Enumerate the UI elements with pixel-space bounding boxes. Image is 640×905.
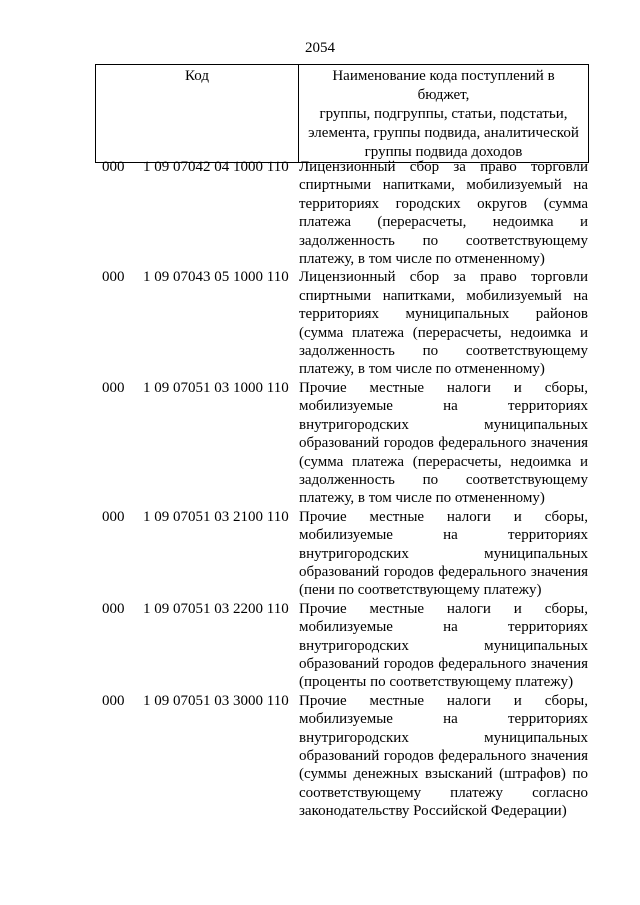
revenue-description	[299, 692, 588, 821]
revenue-code: 1 09 07051 03 2200 110	[143, 600, 289, 617]
description-line: соответствующему платежу согласно	[299, 784, 588, 801]
admin-code: 000	[102, 600, 125, 617]
revenue-code-row	[0, 600, 640, 692]
description-line: образований городов федерального значения	[299, 435, 588, 452]
description-line: платежу, в том числе по отмененному)	[299, 251, 545, 268]
header-name-line: группы, подгруппы, статьи, подстатьи,	[319, 106, 568, 122]
description-line: образований городов федерального значения	[299, 655, 588, 672]
description-line: мобилизуемые на территориях	[299, 527, 588, 544]
admin-code: 000	[102, 508, 125, 525]
page-number: 2054	[305, 40, 335, 56]
revenue-code-row	[0, 158, 640, 268]
description-line: спиртными напитками, мобилизуемый на	[299, 287, 588, 304]
revenue-description	[299, 379, 588, 508]
revenue-code: 1 09 07051 03 1000 110	[143, 379, 289, 396]
description-line: территориях муниципальных районов	[299, 306, 588, 323]
revenue-code: 1 09 07051 03 3000 110	[143, 692, 289, 709]
revenue-code-list	[0, 158, 640, 821]
revenue-code-row	[0, 268, 640, 378]
description-line: спиртными напитками, мобилизуемый на	[299, 177, 588, 194]
description-line: мобилизуемые на территориях	[299, 398, 588, 415]
header-name-cell	[299, 65, 589, 163]
revenue-description	[299, 158, 588, 268]
description-line: (сумма платежа (перерасчеты, недоимка и	[299, 324, 588, 341]
description-line: внутригородских муниципальных	[299, 637, 588, 654]
description-line: образований городов федерального значения	[299, 563, 588, 580]
header-name-line: группы подвида доходов	[364, 144, 523, 160]
description-line: территориях городских округов (сумма	[299, 195, 588, 212]
description-line: платежу, в том числе по отмененному)	[299, 361, 545, 378]
description-line: задолженность по соответствующему	[299, 232, 588, 249]
revenue-code-row	[0, 379, 640, 508]
description-line: Прочие местные налоги и сборы,	[299, 508, 588, 525]
table-header	[95, 64, 589, 163]
description-line: (суммы денежных взысканий (штрафов) по	[299, 766, 588, 783]
description-line: платежу, в том числе по отмененному)	[299, 490, 545, 507]
revenue-description	[299, 600, 588, 692]
revenue-code: 1 09 07051 03 2100 110	[143, 508, 289, 525]
description-line: Прочие местные налоги и сборы,	[299, 379, 588, 396]
header-code-cell: Код	[96, 65, 299, 163]
description-line: образований городов федерального значения	[299, 748, 588, 764]
description-line: задолженность по соответствующему	[299, 343, 588, 360]
revenue-code-row	[0, 692, 640, 821]
description-line: мобилизуемые на территориях	[299, 711, 588, 728]
revenue-code: 1 09 07043 05 1000 110	[143, 269, 289, 286]
description-line: (проценты по соответствующему платежу)	[299, 674, 574, 691]
description-line: (пени по соответствующему платежу)	[299, 582, 542, 599]
description-line: внутригородских муниципальных	[299, 729, 588, 746]
header-name-line: Наименование кода поступлений в бюджет,	[332, 68, 555, 103]
admin-code: 000	[102, 379, 125, 396]
description-line: задолженность по соответствующему	[299, 471, 588, 488]
description-line: Лицензионный сбор за право торговли	[299, 269, 588, 286]
description-line: Прочие местные налоги и сборы,	[299, 600, 588, 617]
admin-code: 000	[102, 269, 125, 286]
admin-code: 000	[102, 692, 125, 709]
revenue-code-row	[0, 508, 640, 600]
description-line: Прочие местные налоги и сборы,	[299, 692, 588, 709]
admin-code: 000	[102, 159, 125, 175]
header-name-line: элемента, группы подвида, аналитической	[308, 125, 579, 141]
description-line: законодательству Российской Федерации)	[299, 803, 567, 820]
revenue-code: 1 09 07042 04 1000 110	[143, 159, 289, 175]
description-line: внутригородских муниципальных	[299, 545, 588, 562]
description-line: платежа (перерасчеты, недоимка и	[299, 214, 588, 231]
revenue-description	[299, 508, 588, 600]
description-line: Лицензионный сбор за право торговли	[299, 159, 588, 175]
description-line: мобилизуемые на территориях	[299, 619, 588, 636]
revenue-description	[299, 268, 588, 378]
description-line: (сумма платежа (перерасчеты, недоимка и	[299, 453, 588, 470]
description-line: внутригородских муниципальных	[299, 416, 588, 433]
